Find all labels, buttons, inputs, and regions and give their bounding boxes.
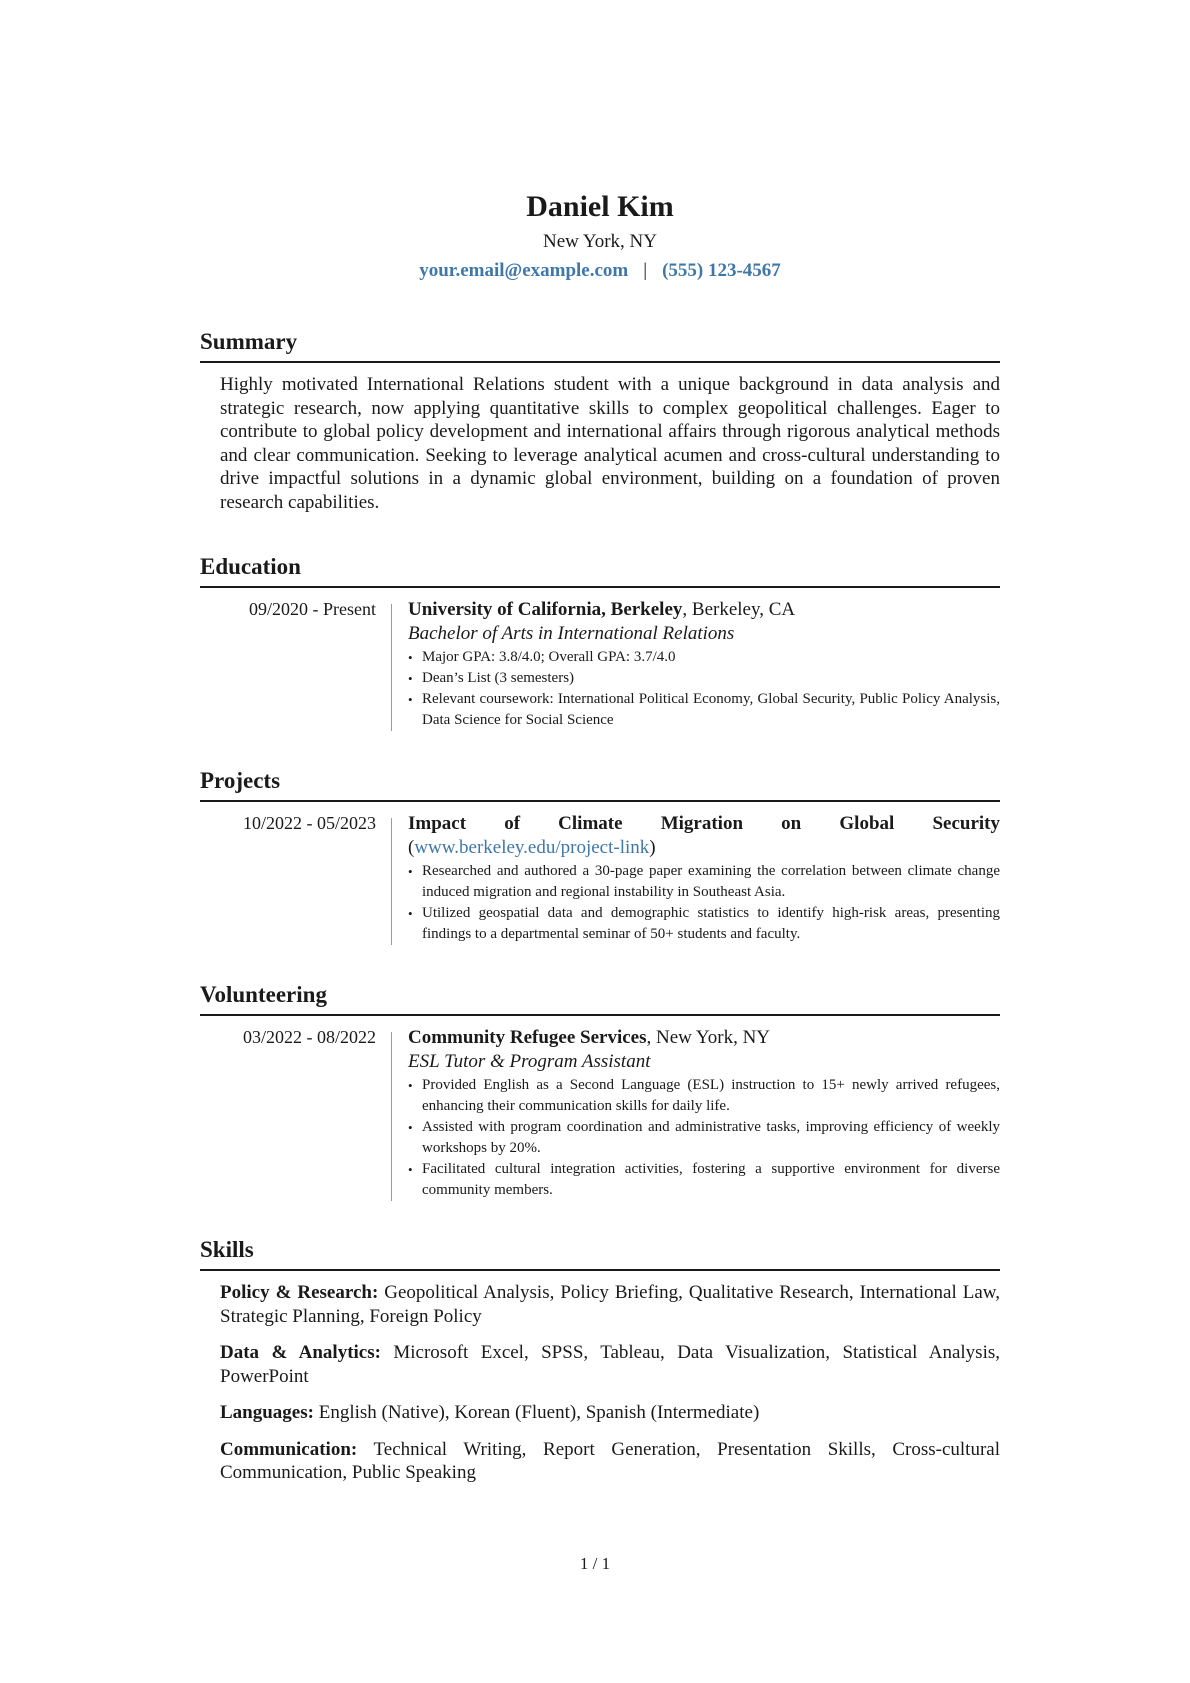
list-item: • Assisted with program coordination and administrative tasks, improving efficiency of weekly workshops by 20%. — [408, 1117, 1000, 1159]
timeline-divider — [391, 1032, 392, 1201]
skill-row — [220, 1281, 1000, 1328]
skill-label: Languages: — [220, 1402, 314, 1423]
timeline-divider — [391, 818, 392, 945]
section-rule — [200, 800, 1000, 802]
education-entry — [200, 598, 1000, 731]
organization-place: , New York, NY — [646, 1027, 771, 1048]
section-rule — [200, 1269, 1000, 1271]
skill-value: Technical Writing, Report Generation, Presentation Skills, Cross-cultural Communication, Public Speaking — [220, 1438, 1000, 1483]
list-item: • Major GPA: 3.8/4.0; Overall GPA: 3.7/4.0 — [408, 647, 1000, 668]
resume-page — [200, 0, 1000, 1483]
skill-label: Communication: — [220, 1438, 358, 1460]
contact-line — [200, 258, 1000, 284]
projects-section — [200, 767, 1000, 945]
location: New York, NY — [542, 231, 657, 252]
volunteering-entry — [200, 1026, 1000, 1201]
section-title-projects: Projects — [200, 768, 281, 793]
project-entry — [200, 812, 1000, 945]
project-title: Impact of Climate Migration on Global Security — [408, 813, 1000, 834]
project-bullets — [408, 861, 1000, 945]
summary-section — [200, 328, 1000, 514]
skill-row — [220, 1401, 1000, 1425]
timeline-divider — [391, 604, 392, 731]
education-section — [200, 553, 1000, 731]
section-title-summary: Summary — [200, 329, 298, 354]
list-item: • Utilized geospatial data and demographic statistics to identify high-risk areas, presenting findings to a departmental seminar of 50+ students and faculty. — [408, 903, 1000, 945]
paren-close: ) — [649, 836, 656, 858]
section-title-education: Education — [200, 554, 301, 579]
skill-value: English (Native), Korean (Fluent), Spanish (Intermediate) — [313, 1402, 760, 1423]
person-name: Daniel Kim — [526, 190, 674, 223]
list-item: • Provided English as a Second Language (ESL) instruction to 15+ newly arrived refugees, enhancing their communication skills for daily life. — [408, 1075, 1000, 1117]
entry-date: 03/2022 - 08/2022 — [243, 1027, 376, 1047]
skill-row — [220, 1438, 1000, 1485]
volunteering-section — [200, 981, 1000, 1201]
skills-section — [200, 1236, 1000, 1485]
organization-name: Community Refugee Services — [408, 1027, 647, 1048]
list-item: • Researched and authored a 30-page paper examining the correlation between climate change induced migration and regional instability in Southeast Asia. — [408, 861, 1000, 903]
skill-value: Geopolitical Analysis, Policy Briefing, Qualitative Research, International Law, Strategic Planning, Foreign Policy — [220, 1282, 1000, 1327]
entry-heading — [408, 1026, 1000, 1050]
email-link[interactable]: your.email@example.com — [419, 260, 629, 281]
list-item: • Facilitated cultural integration activities, fostering a supportive environment for diverse community members. — [408, 1159, 1000, 1201]
section-rule — [200, 361, 1000, 363]
project-link-line — [408, 836, 1000, 860]
institution-place: , Berkeley, CA — [682, 599, 796, 620]
education-bullets — [408, 647, 1000, 731]
section-rule — [200, 586, 1000, 588]
skill-label: Data & Analytics: — [220, 1342, 381, 1363]
degree: Bachelor of Arts in International Relations — [408, 622, 735, 644]
entry-heading — [408, 598, 1000, 622]
list-item: • Relevant coursework: International Political Economy, Global Security, Public Policy Analysis, Data Science for Social Science — [408, 689, 1000, 731]
skill-value: Microsoft Excel, SPSS, Tableau, Data Visualization, Statistical Analysis, PowerPoint — [220, 1342, 1000, 1387]
entry-date: 10/2022 - 05/2023 — [243, 813, 376, 833]
skill-label: Policy & Research: — [220, 1282, 379, 1303]
summary-text: Highly motivated International Relations student with a unique background in data analysis and strategic research, now applying quantitative skills to complex geopolitical challenges. Eager to contribute to global policy development and international affairs through rigorous analytical methods and clear communication. Seeking to leverage analytical acumen and cross-cultural understanding to drive impactful solutions in a dynamic global environment, building on a foundation of proven research capabilities. — [220, 374, 1000, 513]
entry-date: 09/2020 - Present — [249, 599, 376, 619]
section-rule — [200, 1014, 1000, 1016]
skill-row — [220, 1341, 1000, 1388]
role: ESL Tutor & Program Assistant — [408, 1050, 651, 1072]
section-title-skills: Skills — [200, 1237, 254, 1262]
page-number: 1 / 1 — [579, 1554, 611, 1573]
institution-name: University of California, Berkeley — [408, 599, 683, 620]
paren-open: ( — [408, 836, 415, 858]
section-title-volunteering: Volunteering — [200, 982, 327, 1007]
resume-header — [200, 0, 1000, 284]
project-link[interactable]: www.berkeley.edu/project-link — [414, 836, 650, 858]
volunteering-bullets — [408, 1075, 1000, 1201]
list-item: • Dean’s List (3 semesters) — [408, 668, 1000, 689]
phone-link[interactable]: (555) 123-4567 — [662, 260, 781, 281]
contact-separator: | — [643, 260, 648, 281]
